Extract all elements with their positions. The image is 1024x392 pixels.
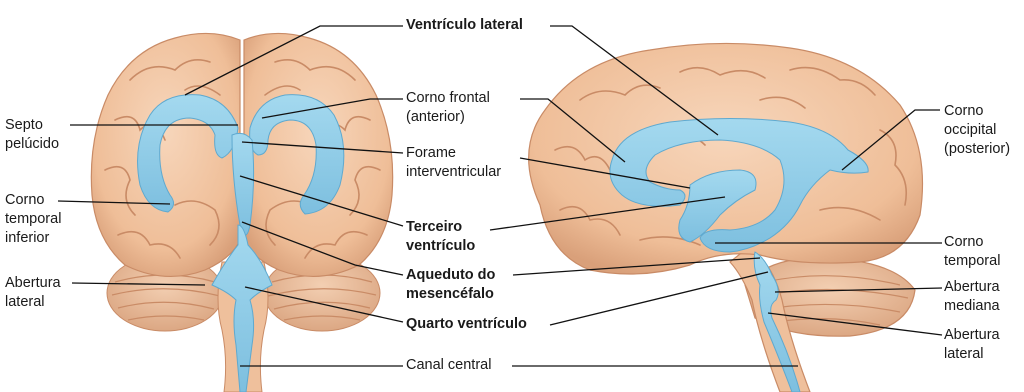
lateral-view [529, 43, 923, 392]
label-quarto-ventriculo: Quarto ventrículo [406, 316, 527, 332]
label-abertura-lateral-right: Abertura lateral [944, 327, 1000, 362]
label-aqueduto-mesencefalo: Aqueduto do mesencéfalo [406, 267, 496, 302]
anterior-view [91, 33, 392, 392]
label-canal-central: Canal central [406, 357, 492, 373]
label-terceiro-ventriculo: Terceiro ventrículo [406, 219, 476, 254]
label-corno-temporal-inferior: Corno temporal inferior [5, 192, 62, 246]
label-abertura-lateral-left: Abertura lateral [5, 275, 61, 310]
label-corno-occipital: Corno occipital (posterior) [944, 103, 1011, 157]
label-corno-temporal: Corno temporal [944, 234, 1001, 269]
label-ventriculo-lateral: Ventrículo lateral [406, 17, 523, 33]
label-corno-frontal: Corno frontal (anterior) [406, 90, 490, 125]
label-forame-interventricular: Forame interventricular [406, 145, 502, 180]
label-septo-pelucido: Septo pelúcido [5, 117, 60, 152]
leader-quarto-right [550, 272, 768, 325]
label-abertura-mediana: Abertura mediana [944, 279, 1000, 314]
